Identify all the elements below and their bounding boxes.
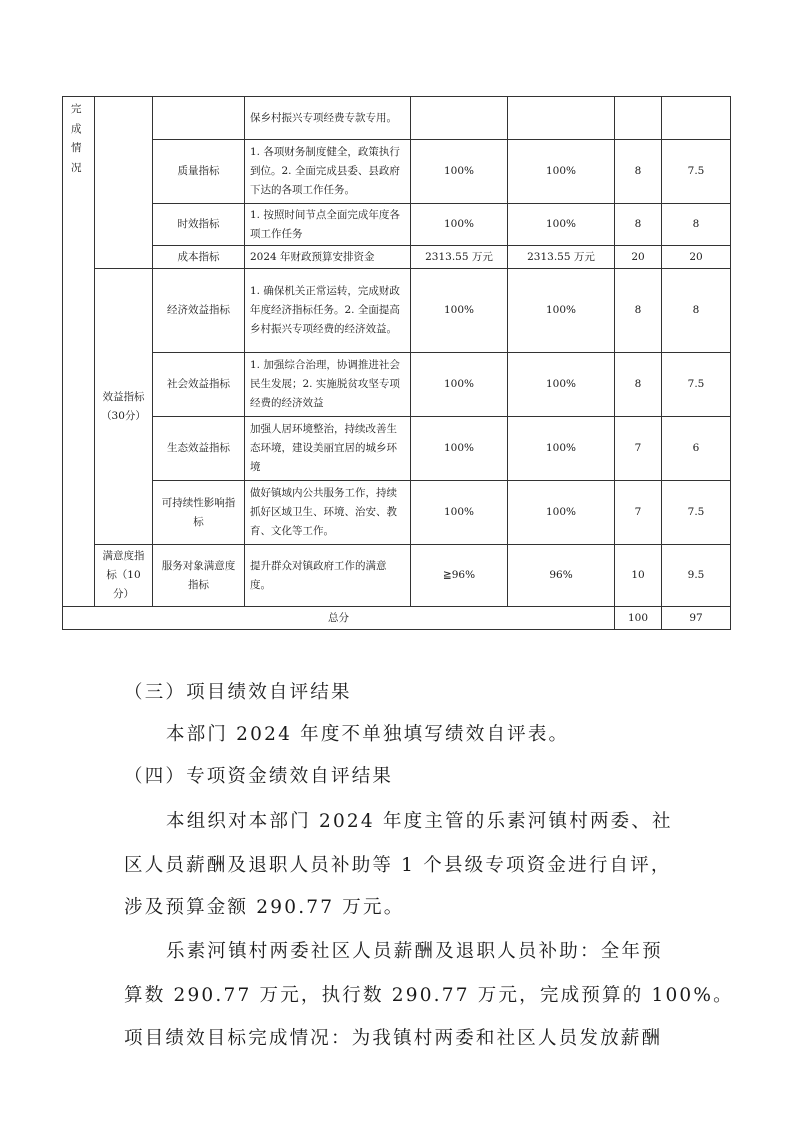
target-cell: 100% xyxy=(411,269,508,353)
actual-cell: 100% xyxy=(508,140,615,204)
score-cell: 9.5 xyxy=(662,545,731,607)
score-cell: 7.5 xyxy=(662,353,731,417)
weight-cell: 7 xyxy=(615,417,662,481)
paragraph-line: 算数 290.77 万元，执行数 290.77 万元，完成预算的 100%。 xyxy=(124,985,734,1006)
paragraph-line: 项目绩效目标完成情况：为我镇村两委和社区人员发放薪酬 xyxy=(124,1028,663,1049)
content-cell: 做好镇域内公共服务工作，持续抓好区域卫生、环境、治安、教育、文化等工作。 xyxy=(245,481,411,545)
satisfaction-group-cell: 满意度指标（10分） xyxy=(95,545,153,607)
section-3-paragraph: 本部门 2024 年度不单独填写绩效自评表。 xyxy=(166,724,570,745)
weight-cell: 10 xyxy=(615,545,662,607)
weight-cell: 7 xyxy=(615,481,662,545)
paragraph-line: 涉及预算金额 290.77 万元。 xyxy=(124,897,405,918)
content-cell: 保乡村振兴专项经费专款专用。 xyxy=(245,97,411,140)
actual-cell: 100% xyxy=(508,204,615,246)
content-cell: 1. 各项财务制度健全，政策执行到位。2. 全面完成县委、县政府下达的各项工作任务。 xyxy=(245,140,411,204)
indicator-cell: 服务对象满意度指标 xyxy=(153,545,245,607)
effect-group-cell: 效益指标（30分） xyxy=(95,269,153,545)
actual-cell: 2313.55 万元 xyxy=(508,246,615,269)
indicator-cell: 成本指标 xyxy=(153,246,245,269)
paragraph-line: 区人员薪酬及退职人员补助等 1 个县级专项资金进行自评， xyxy=(124,855,672,876)
content-cell: 提升群众对镇政府工作的满意度。 xyxy=(245,545,411,607)
actual-cell: 100% xyxy=(508,417,615,481)
content-cell: 2024 年财政预算安排资金 xyxy=(245,246,411,269)
indicator-cell: 社会效益指标 xyxy=(153,353,245,417)
content-cell: 1. 确保机关正常运转，完成财政年度经济指标任务。2. 全面提高乡村振兴专项经费的经济效益。 xyxy=(245,269,411,353)
indicator-cell: 可持续性影响指标 xyxy=(153,481,245,545)
completion-label-cell xyxy=(63,97,95,607)
label-char: 完 xyxy=(71,103,82,115)
actual-cell: 100% xyxy=(508,353,615,417)
indicator-cell: 生态效益指标 xyxy=(153,417,245,481)
actual-cell: 96% xyxy=(508,545,615,607)
target-cell: 2313.55 万元 xyxy=(411,246,508,269)
target-cell: 100% xyxy=(411,204,508,246)
content-cell: 1. 加强综合治理，协调推进社会民生发展；2. 实施脱贫攻坚专项经费的经济效益 xyxy=(245,353,411,417)
weight-cell: 8 xyxy=(615,204,662,246)
score-cell: 7.5 xyxy=(662,481,731,545)
label-char: 情 xyxy=(71,142,82,154)
indicator-cell: 质量指标 xyxy=(153,140,245,204)
section-3-heading: （三）项目绩效自评结果 xyxy=(124,682,352,703)
indicator-cell: 经济效益指标 xyxy=(153,269,245,353)
paragraph-line: 本组织对本部门 2024 年度主管的乐素河镇村两委、社 xyxy=(166,811,673,832)
weight-cell: 20 xyxy=(615,246,662,269)
weight-cell: 8 xyxy=(615,269,662,353)
score-cell: 20 xyxy=(662,246,731,269)
label-char: 成 xyxy=(71,122,82,135)
content-cell: 1. 按照时间节点全面完成年度各项工作任务 xyxy=(245,204,411,246)
total-label-cell: 总分 xyxy=(63,607,615,630)
actual-cell: 100% xyxy=(508,481,615,545)
actual-cell: 100% xyxy=(508,269,615,353)
weight-cell: 8 xyxy=(615,140,662,204)
indicator-cell: 时效指标 xyxy=(153,204,245,246)
target-cell: ≧96% xyxy=(411,545,508,607)
weight-cell: 8 xyxy=(615,353,662,417)
target-cell: 100% xyxy=(411,481,508,545)
score-cell: 8 xyxy=(662,269,731,353)
section-4-heading: （四）专项资金绩效自评结果 xyxy=(124,766,394,787)
score-cell: 8 xyxy=(662,204,731,246)
target-cell: 100% xyxy=(411,140,508,204)
label-char: 况 xyxy=(71,161,82,174)
paragraph-line: 乐素河镇村两委社区人员薪酬及退职人员补助：全年预 xyxy=(166,941,663,962)
target-cell: 100% xyxy=(411,417,508,481)
total-weight-cell: 100 xyxy=(615,607,662,630)
total-score-cell: 97 xyxy=(662,607,731,630)
content-cell: 加强人居环境整治，持续改善生态环境，建设美丽宜居的城乡环境 xyxy=(245,417,411,481)
score-cell: 7.5 xyxy=(662,140,731,204)
score-cell: 6 xyxy=(662,417,731,481)
target-cell: 100% xyxy=(411,353,508,417)
